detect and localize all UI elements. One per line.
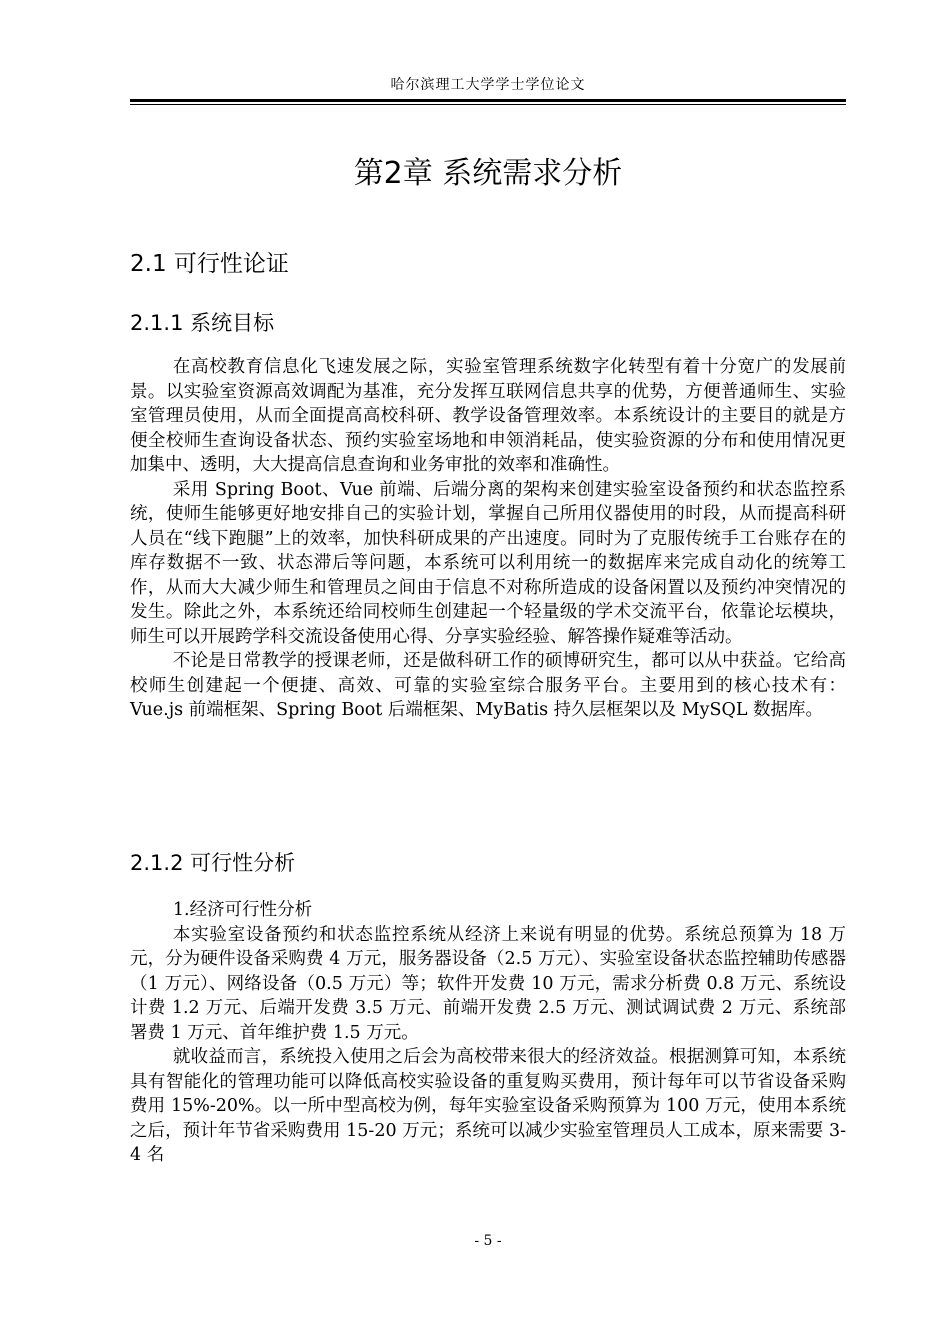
header-rule-thin: [130, 104, 846, 105]
paragraph: 就收益而言，系统投入使用之后会为高校带来很大的经济效益。根据测算可知，本系统具有智能化的管理功能可以降低高校实验设备的重复购买费用，预计每年可以节省设备采购费用 15%-20%。以一所中型高校为例，每年实验室设备采购预算为 100 万元，使用本系统之后，预计年节省采购费用 15-20 万元；系统可以减少实验室管理员人工成本，原来需要 3-4 名: [130, 1047, 846, 1165]
page-number: - 5 -: [474, 1233, 502, 1249]
section-2-1-2-body: [130, 898, 846, 1168]
paragraph: 本实验室设备预约和状态监控系统从经济上来说有明显的优势。系统总预算为 18 万元，分为硬件设备采购费 4 万元，服务器设备（2.5 万元）、实验室设备状态监控辅助传感器（1 万元）、网络设备（0.5 万元）等；软件开发费 10 万元，需求分析费 0.8 万元、系统设计费 1.2 万元、后端开发费 3.5 万元、前端开发费 2.5 万元、测试调试费 2 万元、系统部署费 1 万元、首年维护费 1.5 万元。: [130, 924, 846, 1043]
section-heading-2-1: 2.1 可行性论证: [130, 251, 289, 277]
running-header: 哈尔滨理工大学学士学位论文: [390, 77, 586, 93]
paragraph: 在高校教育信息化飞速发展之际，实验室管理系统数字化转型有着十分宽广的发展前景。以实验室资源高效调配为基准，充分发挥互联网信息共享的优势，方便普通师生、实验室管理员使用，从而全面提高高校科研、教学设备管理效率。本系统设计的主要目的就是方便全校师生查询设备状态、预约实验室场地和申领消耗品，使实验资源的分布和使用情况更加集中、透明，大大提高信息查询和业务审批的效率和准确性。: [130, 357, 846, 475]
section-heading-2-1-1: 2.1.1 系统目标: [130, 311, 275, 335]
section-heading-2-1-2: 2.1.2 可行性分析: [130, 851, 296, 875]
paragraph: 不论是日常教学的授课老师，还是做科研工作的硕博研究生，都可以从中获益。它给高校师生创建起一个便捷、高效、可靠的实验室综合服务平台。主要用到的核心技术有：Vue.js 前端框架、Spring Boot 后端框架、MyBatis 持久层框架以及 MySQL 数据库。: [130, 651, 846, 720]
paragraph: 采用 Spring Boot、Vue 前端、后端分离的架构来创建实验室设备预约和状态监控系统，使师生能够更好地安排自己的实验计划，掌握自己所用仪器使用的时段，从而提高科研人员在“线下跑腿”上的效率，加快科研成果的产出速度。同时为了克服传统手工台账存在的库存数据不一致、状态滞后等问题，本系统可以利用统一的数据库来完成自动化的统筹工作，从而大大减少师生和管理员之间由于信息不对称所造成的设备闲置以及预约冲突情况的发生。除此之外，本系统还给同校师生创建起一个轻量级的学术交流平台，依靠论坛模块，师生可以开展跨学科交流设备使用心得、分享实验经验、解答操作疑难等活动。: [130, 479, 846, 647]
header-rule-thick: [130, 99, 846, 102]
section-2-1-1-body: [130, 355, 846, 723]
chapter-title: 第2章 系统需求分析: [353, 156, 623, 191]
list-item-label: 1.经济可行性分析: [172, 900, 313, 920]
